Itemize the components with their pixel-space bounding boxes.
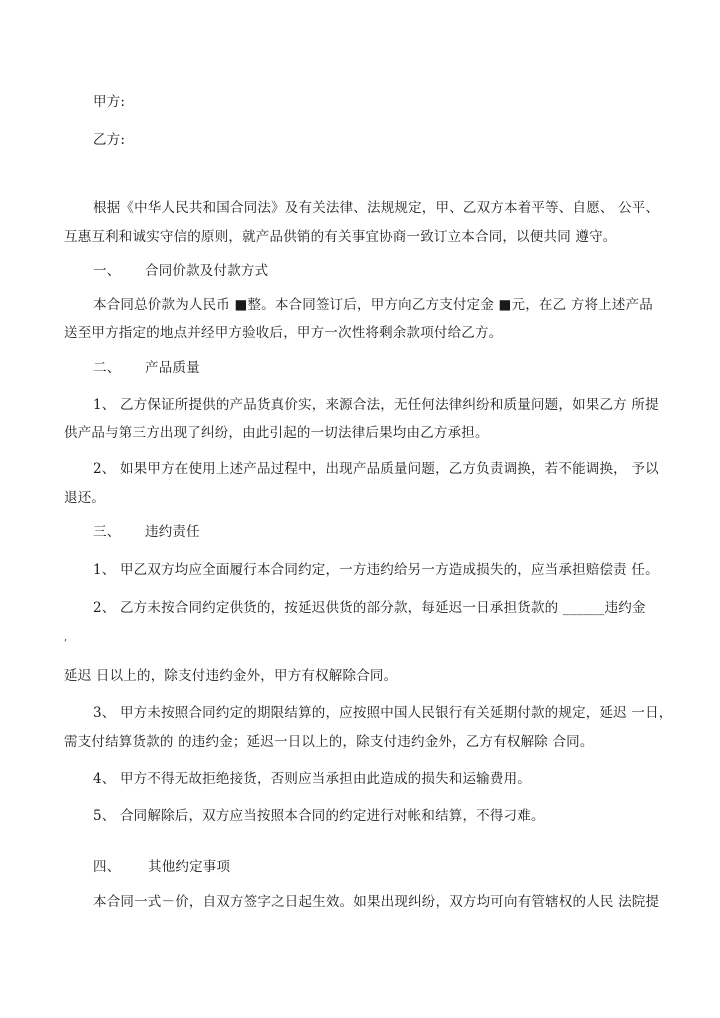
party-a-label: 甲方: xyxy=(93,94,126,110)
section-3-item-3-line-1: 3、 甲方未按照合同约定的期限结算的，应按照中国人民银行有关延期付款的规定，延迟 一日， xyxy=(93,705,673,721)
section-3-item-2-line-2: 延迟 日以上的，除支付违约金外，甲方有权解除合同。 xyxy=(64,668,398,684)
intro-line-1: 根据《中华人民共和国合同法》及有关法律、法规规定，甲、乙双方本着平等、自愿、 公平、 xyxy=(93,200,660,216)
section-2-item-1-line-2: 供产品与第三方出现了纠纷，由此引起的一切法律后果均由乙方承担。 xyxy=(64,425,489,441)
section-2-item-1-line-1: 1、 乙方保证所提供的产品货真价实，来源合法，无任何法律纠纷和质量问题，如果乙方 所提 xyxy=(93,397,659,413)
section-1-title: 合同价款及付款方式 xyxy=(145,263,269,279)
section-3-item-1: 1、 甲乙双方均应全面履行本合同约定，一方违约给另一方造成损失的，应当承担赔偿责 任。 xyxy=(93,562,659,578)
section-2-number: 二、 xyxy=(93,360,121,376)
party-b-label: 乙方: xyxy=(93,132,126,148)
section-1-line-1: 本合同总价款为人民币 ■整。本合同签订后，甲方向乙方支付定金 ■元，在乙 方将上述产品 xyxy=(93,297,653,313)
section-3-item-2-line-1: 2、 乙方未按合同约定供货的，按延迟供货的部分款，每延迟一日承担货款的 ______违约金 xyxy=(93,600,646,616)
section-2-item-2-line-1: 2、 如果甲方在使用上述产品过程中，出现产品质量问题，乙方负责调换，若不能调换， 予以 xyxy=(93,461,659,477)
section-2-title: 产品质量 xyxy=(145,360,200,376)
section-3-item-4: 4、 甲方不得无故拒绝接货，否则应当承担由此造成的损失和运输费用。 xyxy=(93,771,531,787)
stray-comma-mark: , xyxy=(64,632,68,643)
section-3-title: 违约责任 xyxy=(145,524,200,540)
section-3-item-3-line-2: 需支付结算货款的 的违约金；延迟一日以上的，除支付违约金外，乙方有权解除 合同。 xyxy=(64,734,594,750)
section-4-title: 其他约定事项 xyxy=(148,859,231,875)
section-4-number: 四、 xyxy=(93,859,121,875)
section-3-item-5: 5、 合同解除后，双方应当按照本合同的约定进行对帐和结算，不得刁难。 xyxy=(93,808,545,824)
section-1-line-2: 送至甲方指定的地点并经甲方验收后，甲方一次性将剩余款项付给乙方。 xyxy=(64,325,503,341)
section-1-number: 一、 xyxy=(93,263,121,279)
intro-line-2: 互惠互利和诚实守信的原则，就产品供销的有关事宜协商一致订立本合同，以便共同 遵守。 xyxy=(64,229,617,245)
section-4-line-1: 本合同一式－价，自双方签字之日起生效。如果出现纠纷，双方均可向有管辖权的人民 法院提 xyxy=(93,894,660,910)
section-2-item-2-line-2: 退还。 xyxy=(64,490,106,506)
section-3-number: 三、 xyxy=(93,524,121,540)
